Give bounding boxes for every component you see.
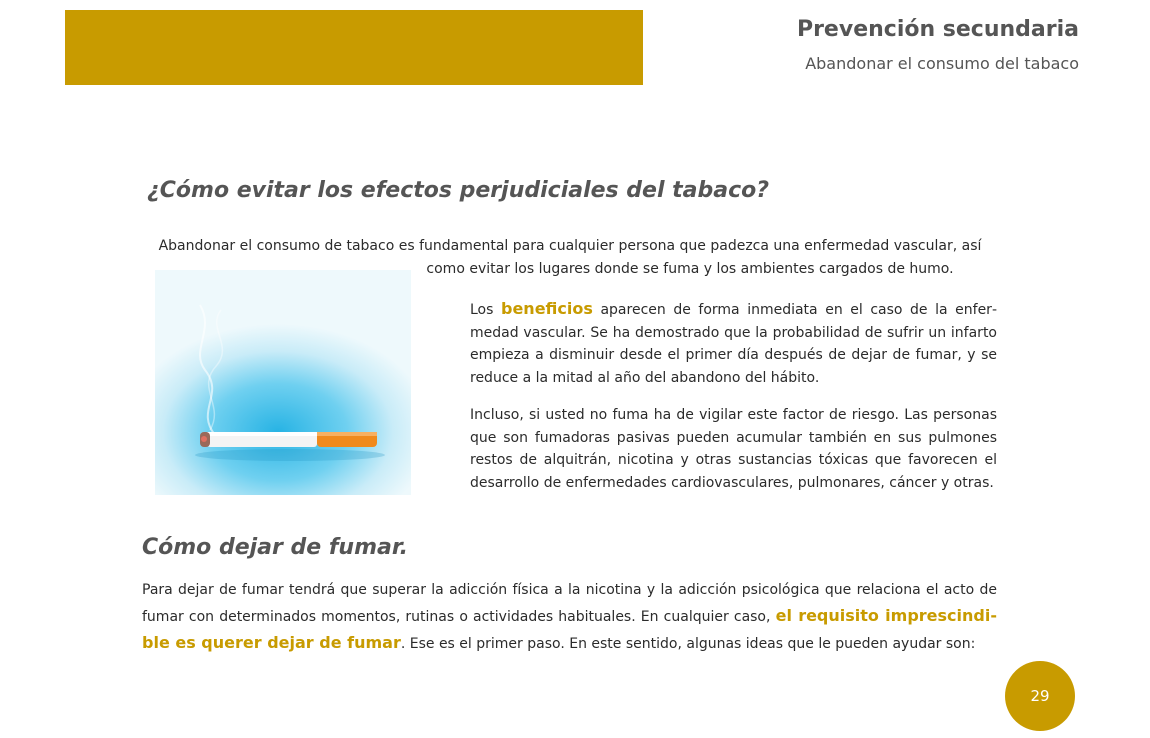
intro-line-1: Abandonar el consumo de tabaco es fundamental para cualquier persona que padezca una enfermedad vascular, así <box>158 238 982 254</box>
quit-pre: Para dejar de fumar tendrá que superar la adicción física a la nicotina y la adicción psicológica que relaciona el acto de fumar con determinados momentos, rutinas o actividades habituales. En cualquier caso, <box>142 582 997 625</box>
section-heading-quit: Cómo dejar de fumar. <box>142 535 408 560</box>
benefits-pre: Los <box>470 302 494 318</box>
cigarette-icon <box>155 270 411 495</box>
passive-smoker-paragraph: Incluso, si usted no fuma ha de vigilar este factor de riesgo. Las personas que son fumadoras pasivas pueden acumular también en sus pulmones restos de alquitrán, nicotina y otras sustancias tóxicas que favorecen el desarrollo de enfermedades cardiovasculares, pulmonares, cáncer y otras. <box>470 407 997 491</box>
page-number: 29 <box>1005 661 1075 731</box>
intro-line-2: como evitar los lugares donde se fuma y los ambientes cargados de humo. <box>426 261 954 277</box>
header-color-band <box>65 10 643 85</box>
benefits-paragraph <box>470 298 997 389</box>
quit-highlight: el requisito imprescindible es querer dejar de fumar <box>142 606 997 652</box>
header-title: Prevención secundaria <box>796 17 1079 42</box>
quit-post: . Ese es el primer paso. En este sentido, algunas ideas que le pueden ayudar son: <box>400 636 976 652</box>
benefits-post: aparecen de forma inmediata en el caso de la enfermedad vascular. Se ha demostrado que la probabilidad de sufrir un infarto empieza a disminuir desde el primer día después de dejar de fumar, y se reduce a la mitad al año del abandono del hábito. <box>470 302 997 386</box>
benefits-highlight: beneficios <box>501 299 593 318</box>
section-heading-effects: ¿Cómo evitar los efectos perjudiciales del tabaco? <box>147 178 770 203</box>
cigarette-photo <box>155 270 411 495</box>
quit-paragraph <box>142 578 997 657</box>
header-subtitle: Abandonar el consumo del tabaco <box>805 54 1079 73</box>
